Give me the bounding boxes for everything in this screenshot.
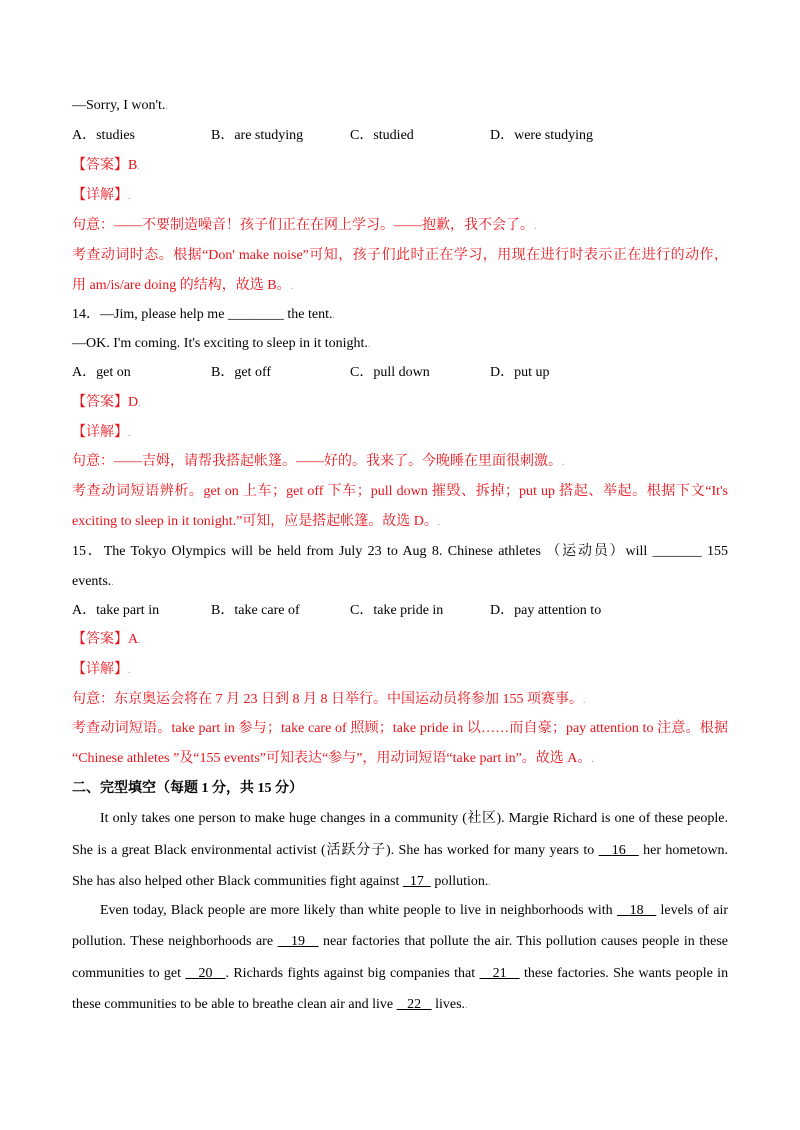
q14-option-c: C．pull down [350, 365, 430, 380]
blank-20[interactable]: 20 [198, 966, 213, 981]
q13-answer: 【答案】B. [72, 158, 140, 173]
q13-option-b: B．are studying [211, 128, 304, 143]
q15-meaning: 句意：东京奥运会将在 7 月 23 日到 8 月 8 日举行。中国运动员将参加 155 项赛事。. [72, 692, 586, 707]
q15-stem-line2: events.. [72, 574, 114, 589]
q14-option-d: D．put up [490, 365, 550, 380]
passage-p2-line3: communities to get 20 . Richards fights against big companies that 21 these factories. She wants people in [72, 966, 729, 981]
section-heading: 二、完型填空（每题 1 分，共 15 分） [72, 781, 303, 796]
q15-detail: 【详解】. [72, 662, 131, 677]
q15-option-a: A．take part in [72, 603, 160, 618]
q13-analysis-line1: 考查动词时态。根据“Don' make noise”可知，孩子们此时正在学习，用现在进行时表示正在进行的动作， [72, 248, 728, 263]
q14-stem: 14．—Jim, please help me ________ the tent.. [72, 307, 336, 322]
q15-answer: 【答案】A. [72, 632, 141, 647]
q13-option-a: A．studies [72, 128, 135, 143]
q15-stem-line1: 15．The Tokyo Olympics will be held from July 23 to Aug 8. Chinese athletes （运动员）will _______ 155 [72, 544, 728, 559]
q14-options [72, 363, 728, 383]
q13-option-d: D．were studying [490, 128, 594, 143]
q14-option-a: A．get on [72, 365, 131, 380]
blank-18[interactable]: 18 [629, 903, 644, 918]
blank-19[interactable]: 19 [291, 934, 306, 949]
q14-reply: —OK. I'm coming. It's exciting to sleep in it tonight.. [72, 336, 371, 351]
q13-option-c: C．studied [350, 128, 414, 143]
q13-options [72, 126, 728, 146]
q13-meaning: 句意：——不要制造噪音！孩子们正在在网上学习。——抱歉，我不会了。. [72, 218, 537, 233]
passage-p2-line4: these communities to be able to breathe clean air and live 22 lives.. [72, 997, 468, 1012]
q14-option-b: B．get off [211, 365, 272, 380]
q13-analysis-line2: 用 am/is/are doing 的结构，故选 B。. [72, 278, 294, 293]
q14-answer: 【答案】D. [72, 395, 141, 410]
q15-analysis-line2: “Chinese athletes ”及“155 events”可知表达“参与”，用动词短语“take part in”。故选 A。. [72, 751, 594, 766]
q14-detail: 【详解】. [72, 425, 131, 440]
passage-p1-line3: She has also helped other Black communities fight against 17 pollution.. [72, 874, 491, 889]
q14-meaning: 句意：——吉姆，请帮我搭起帐篷。——好的。我来了。今晚睡在里面很刺激。. [72, 454, 565, 469]
passage-p2-line2: pollution. These neighborhoods are 19 near factories that pollute the air. This pollution causes people in these [72, 934, 729, 949]
passage-p2-line1: Even today, Black people are more likely than white people to live in neighborhoods with 18 levels of air [100, 903, 728, 918]
passage-p1-line1: It only takes one person to make huge changes in a community (社区). Margie Richard is one of these people. [100, 811, 728, 826]
q14-analysis-line1: 考查动词短语辨析。get on 上车；get off 下车；pull down 摧毁、拆掉；put up 搭起、举起。根据下文“It's [72, 484, 728, 499]
blank-17[interactable]: 17 [409, 874, 424, 889]
passage-p1-line2: She is a great Black environmental activist (活跃分子). She has worked for many years to 16 her hometown. [72, 843, 729, 858]
q15-option-c: C．take pride in [350, 603, 444, 618]
q15-analysis-line1: 考查动词短语。take part in 参与；take care of 照顾；take pride in 以……而自豪；pay attention to 注意。根据 [72, 721, 728, 736]
blank-21[interactable]: 21 [492, 966, 507, 981]
blank-16[interactable]: 16 [611, 843, 626, 858]
q15-option-d: D．pay attention to [490, 603, 602, 618]
q15-option-b: B．take care of [211, 603, 300, 618]
q14-analysis-line2: exciting to sleep in it tonight.”可知，应是搭起帐篷。故选 D。. [72, 514, 441, 529]
q13-detail: 【详解】. [72, 188, 131, 203]
q13-reply: —Sorry, I won't.. [72, 98, 168, 113]
blank-22[interactable]: 22 [407, 997, 422, 1012]
q15-options [72, 601, 728, 621]
